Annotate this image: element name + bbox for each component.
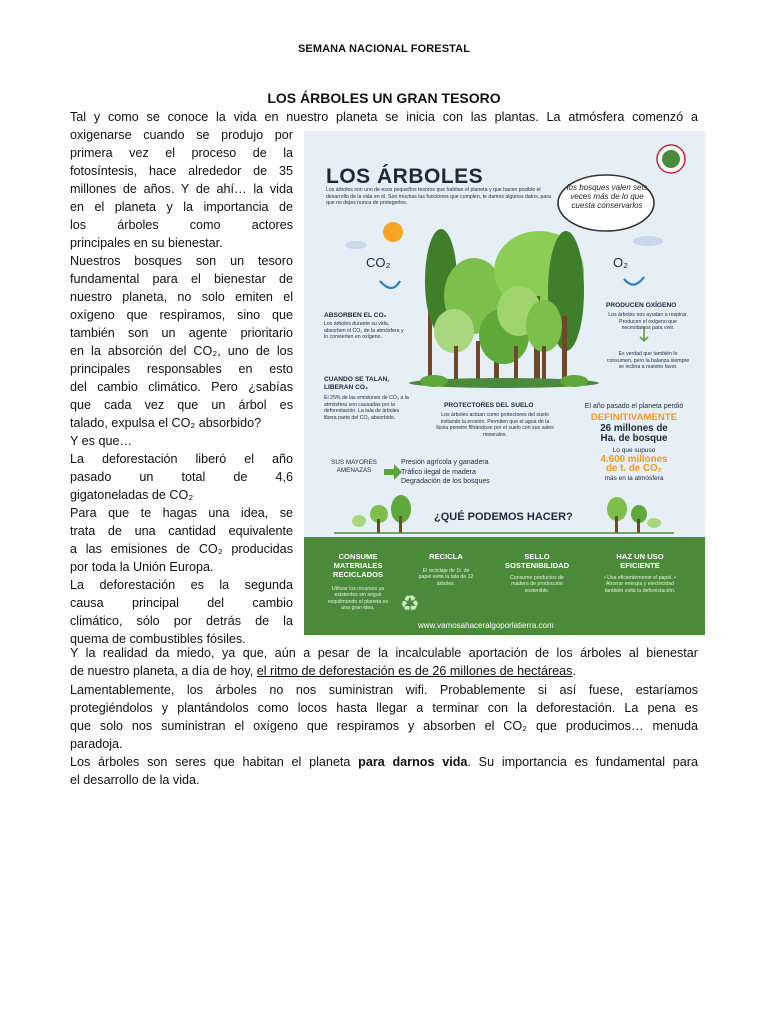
left-column-line: los árboles como actores: [70, 218, 293, 232]
bold-text: para darnos vida: [358, 755, 468, 769]
left-column-line: en el planeta y la importancia de: [70, 200, 293, 214]
page-title: LOS ÁRBOLES UN GRAN TESORO: [267, 90, 501, 106]
co2-arrow-icon: [380, 281, 400, 288]
left-column-line: fundamental para el bienestar de: [70, 272, 293, 286]
talan-text: El 25% de las emisiones de CO₂ a la atmósfera son causadas por la deforestación. La tala de árboles libera parte del CO₂ absorbido.: [324, 395, 409, 421]
left-column-line: Nuestros bosques son un tesoro: [70, 254, 293, 268]
forest-illustration: [409, 229, 599, 388]
supuso-line-2: 4.600 millones: [600, 454, 668, 465]
supuso-line-1: Lo que supuso: [612, 447, 656, 454]
band-title-sello: SELLO SOSTENIBILIDAD: [504, 552, 570, 570]
bottom-line: el desarrollo de la vida.: [70, 773, 200, 787]
que-hacer-heading: ¿QUÉ PODEMOS HACER?: [434, 511, 573, 523]
supuso-line-3: de t. de CO₂: [605, 463, 663, 474]
quote-text: los bosques valen seis veces más de lo que cuesta conservarlos: [566, 183, 648, 210]
left-column-line: pasado un total de 4,6: [70, 470, 293, 484]
co2-label: CO₂: [366, 255, 391, 270]
page-header: SEMANA NACIONAL FORESTAL: [297, 43, 471, 55]
left-column-line: fotosíntesis, hace alrededor de 35: [70, 164, 293, 178]
supuso-line-4: más en la atmósfera: [604, 475, 664, 482]
left-column-line: Y es que…: [70, 434, 133, 448]
left-column-line: nuestro planeta, no solo emiten el: [70, 290, 293, 304]
left-column-line: oxigenarse cuando se produjo por: [70, 128, 293, 142]
arrow-right-icon: [384, 464, 402, 480]
band-title-recicla: RECICLA: [429, 552, 463, 561]
text-span: Los árboles son seres que habitan el planeta: [70, 755, 359, 769]
left-column-line: climático, sólo por detrás de la: [70, 614, 293, 628]
o2-label: O₂: [613, 255, 629, 270]
protectores-text: Los árboles actúan como protectores del suelo evitando la erosión. Permiten que el agua de la lluvia penetre filtrándose por el suelo con sus sales minerales.: [436, 412, 554, 438]
left-column-line: La deforestación es la segunda: [70, 578, 293, 592]
band-text-recicla: El reciclaje de 1t. de papel evita la tala de 12 árboles.: [418, 568, 474, 587]
emblem-inner-icon: [662, 150, 680, 168]
bottom-line: [70, 662, 698, 680]
left-column-line: causa principal del cambio: [70, 596, 293, 610]
left-column-line: principales en su bienestar.: [70, 236, 223, 250]
infographic-url: www.vamosahaceralgoporlatierra.com: [418, 621, 554, 630]
sun-icon: [383, 222, 403, 242]
bottom-line: [70, 753, 698, 771]
left-column-line: a las emisiones de CO₂ producidas: [70, 542, 293, 556]
intro-line: Tal y como se conoce la vida en nuestro planeta se inicia con las plantas. La atmósfera comenzó a: [70, 110, 698, 124]
absorben-text: Los árboles durante su vida, absorben el CO₂ de la atmósfera y lo convierten en oxígeno.: [324, 321, 404, 340]
left-column-line: quema de combustibles fósiles.: [70, 632, 246, 646]
bottom-line: Lamentablemente, los árboles no nos suministran wifi. Probablemente si así fuese, estaríamos: [70, 683, 698, 697]
small-trees-right: [607, 497, 661, 533]
band-title-consume: CONSUME MATERIALES RECICLADOS: [332, 552, 384, 579]
deforestation-rate-text: el ritmo de deforestación es de 26 millones de hectáreas: [256, 664, 573, 678]
left-column-line: oxígeno que respiramos, sino que: [70, 308, 293, 322]
protectores-title: PROTECTORES DEL SUELO: [444, 402, 534, 409]
recycle-icon: ♻: [400, 591, 420, 616]
cloud-icon: [345, 241, 367, 249]
perdio-line-1: El año pasado el planeta perdió: [584, 403, 684, 410]
amenazas-title: SUS MAYORES AMENAZAS: [331, 459, 377, 474]
bottom-line: que solo nos suministran el oxígeno que respiramos y absorben el CO₂ que producimos… menuda: [70, 719, 698, 733]
o2-arrow-icon: [624, 277, 644, 285]
amenaza-item: Presión agrícola y ganadera: [401, 459, 489, 466]
left-column-line: en la absorción del CO₂, uno de los: [70, 344, 293, 358]
small-trees-left: [352, 495, 411, 533]
bottom-line: paradoja.: [70, 737, 123, 751]
cloud-icon: [633, 236, 663, 246]
left-column-line: La deforestación liberó el año: [70, 452, 293, 466]
talan-title: CUANDO SE TALAN, LIBERAN CO₂: [324, 376, 390, 391]
text-span: .: [572, 664, 576, 678]
left-column-line: gigatoneladas de CO₂: [70, 488, 194, 502]
left-column-line: también son un agente prioritario: [70, 326, 293, 340]
infographic: [304, 131, 705, 635]
producen-text: Los árboles nos ayudan a respirar. Producen el oxígeno que necesitamos para vivir.: [608, 312, 688, 331]
text-span: . Su importancia es fundamental para: [467, 755, 698, 769]
band-title-haz: HAZ UN USO EFICIENTE: [616, 552, 664, 570]
left-column-line: del cambio climático. Pero ¿sabías: [70, 380, 293, 394]
text-span: de nuestro planeta, a día de hoy,: [70, 664, 257, 678]
band-text-haz: • Usa eficientemente el papel. • Ahorrar energía y electricidad también evita la deforestación.: [604, 575, 676, 594]
bottom-line: Y la realidad da miedo, ya que, aún a pesar de la incalculable aportación de los árboles al bienestar: [70, 646, 698, 660]
infographic-intro: Los árboles son uno de esos pequeños tesoros que habitan el planeta y que hacen posible el desarrollo de la vida en él. Son muchas las funciones que cumplen, te damos algunos datos, para que no dejes nunca de protegerlos.: [326, 187, 551, 206]
band-text-consume: Utilizar los recursos ya existentes sin seguir esquilmando el planeta es una gran idea.: [327, 586, 389, 612]
left-column-line: que cada vez que un árbol es: [70, 398, 293, 412]
bottom-line: protegiéndolos y plantándolos como locos hasta llegar a terminar con la deforestación. La pena es: [70, 701, 698, 715]
left-column-line: por toda la Unión Europa.: [70, 560, 214, 574]
perdio-line-2: DEFINITIVAMENTE: [590, 412, 678, 423]
left-column-line: primera vez el proceso de la: [70, 146, 293, 160]
producen-title: PRODUCEN OXÍGENO: [606, 302, 677, 309]
left-column-line: millones de años. Y de ahí… la vida: [70, 182, 293, 196]
infographic-title: LOS ÁRBOLES: [326, 165, 484, 188]
producen-text-2: Es verdad que también lo consumen, pero la balanza siempre se inclina a nuestro favor.: [606, 351, 690, 370]
left-column-line: talado, expulsa el CO₂ absorbido?: [70, 416, 262, 430]
left-column-line: Para que te hagas una idea, se: [70, 506, 293, 520]
perdio-line-3: 26 millones de: [600, 423, 668, 434]
absorben-title: ABSORBEN EL CO₂: [324, 312, 387, 319]
amenaza-item: Tráfico ilegal de madera: [401, 468, 476, 476]
amenaza-item: Degradación de los bosques: [401, 478, 490, 485]
left-column-line: trata de una cantidad equivalente: [70, 524, 293, 538]
band-text-sello: Consume productos de madera de producción sostenible.: [510, 575, 564, 594]
left-column-line: principales responsables en esto: [70, 362, 293, 376]
amenazas-list: [401, 458, 490, 487]
perdio-line-4: Ha. de bosque: [600, 433, 668, 444]
